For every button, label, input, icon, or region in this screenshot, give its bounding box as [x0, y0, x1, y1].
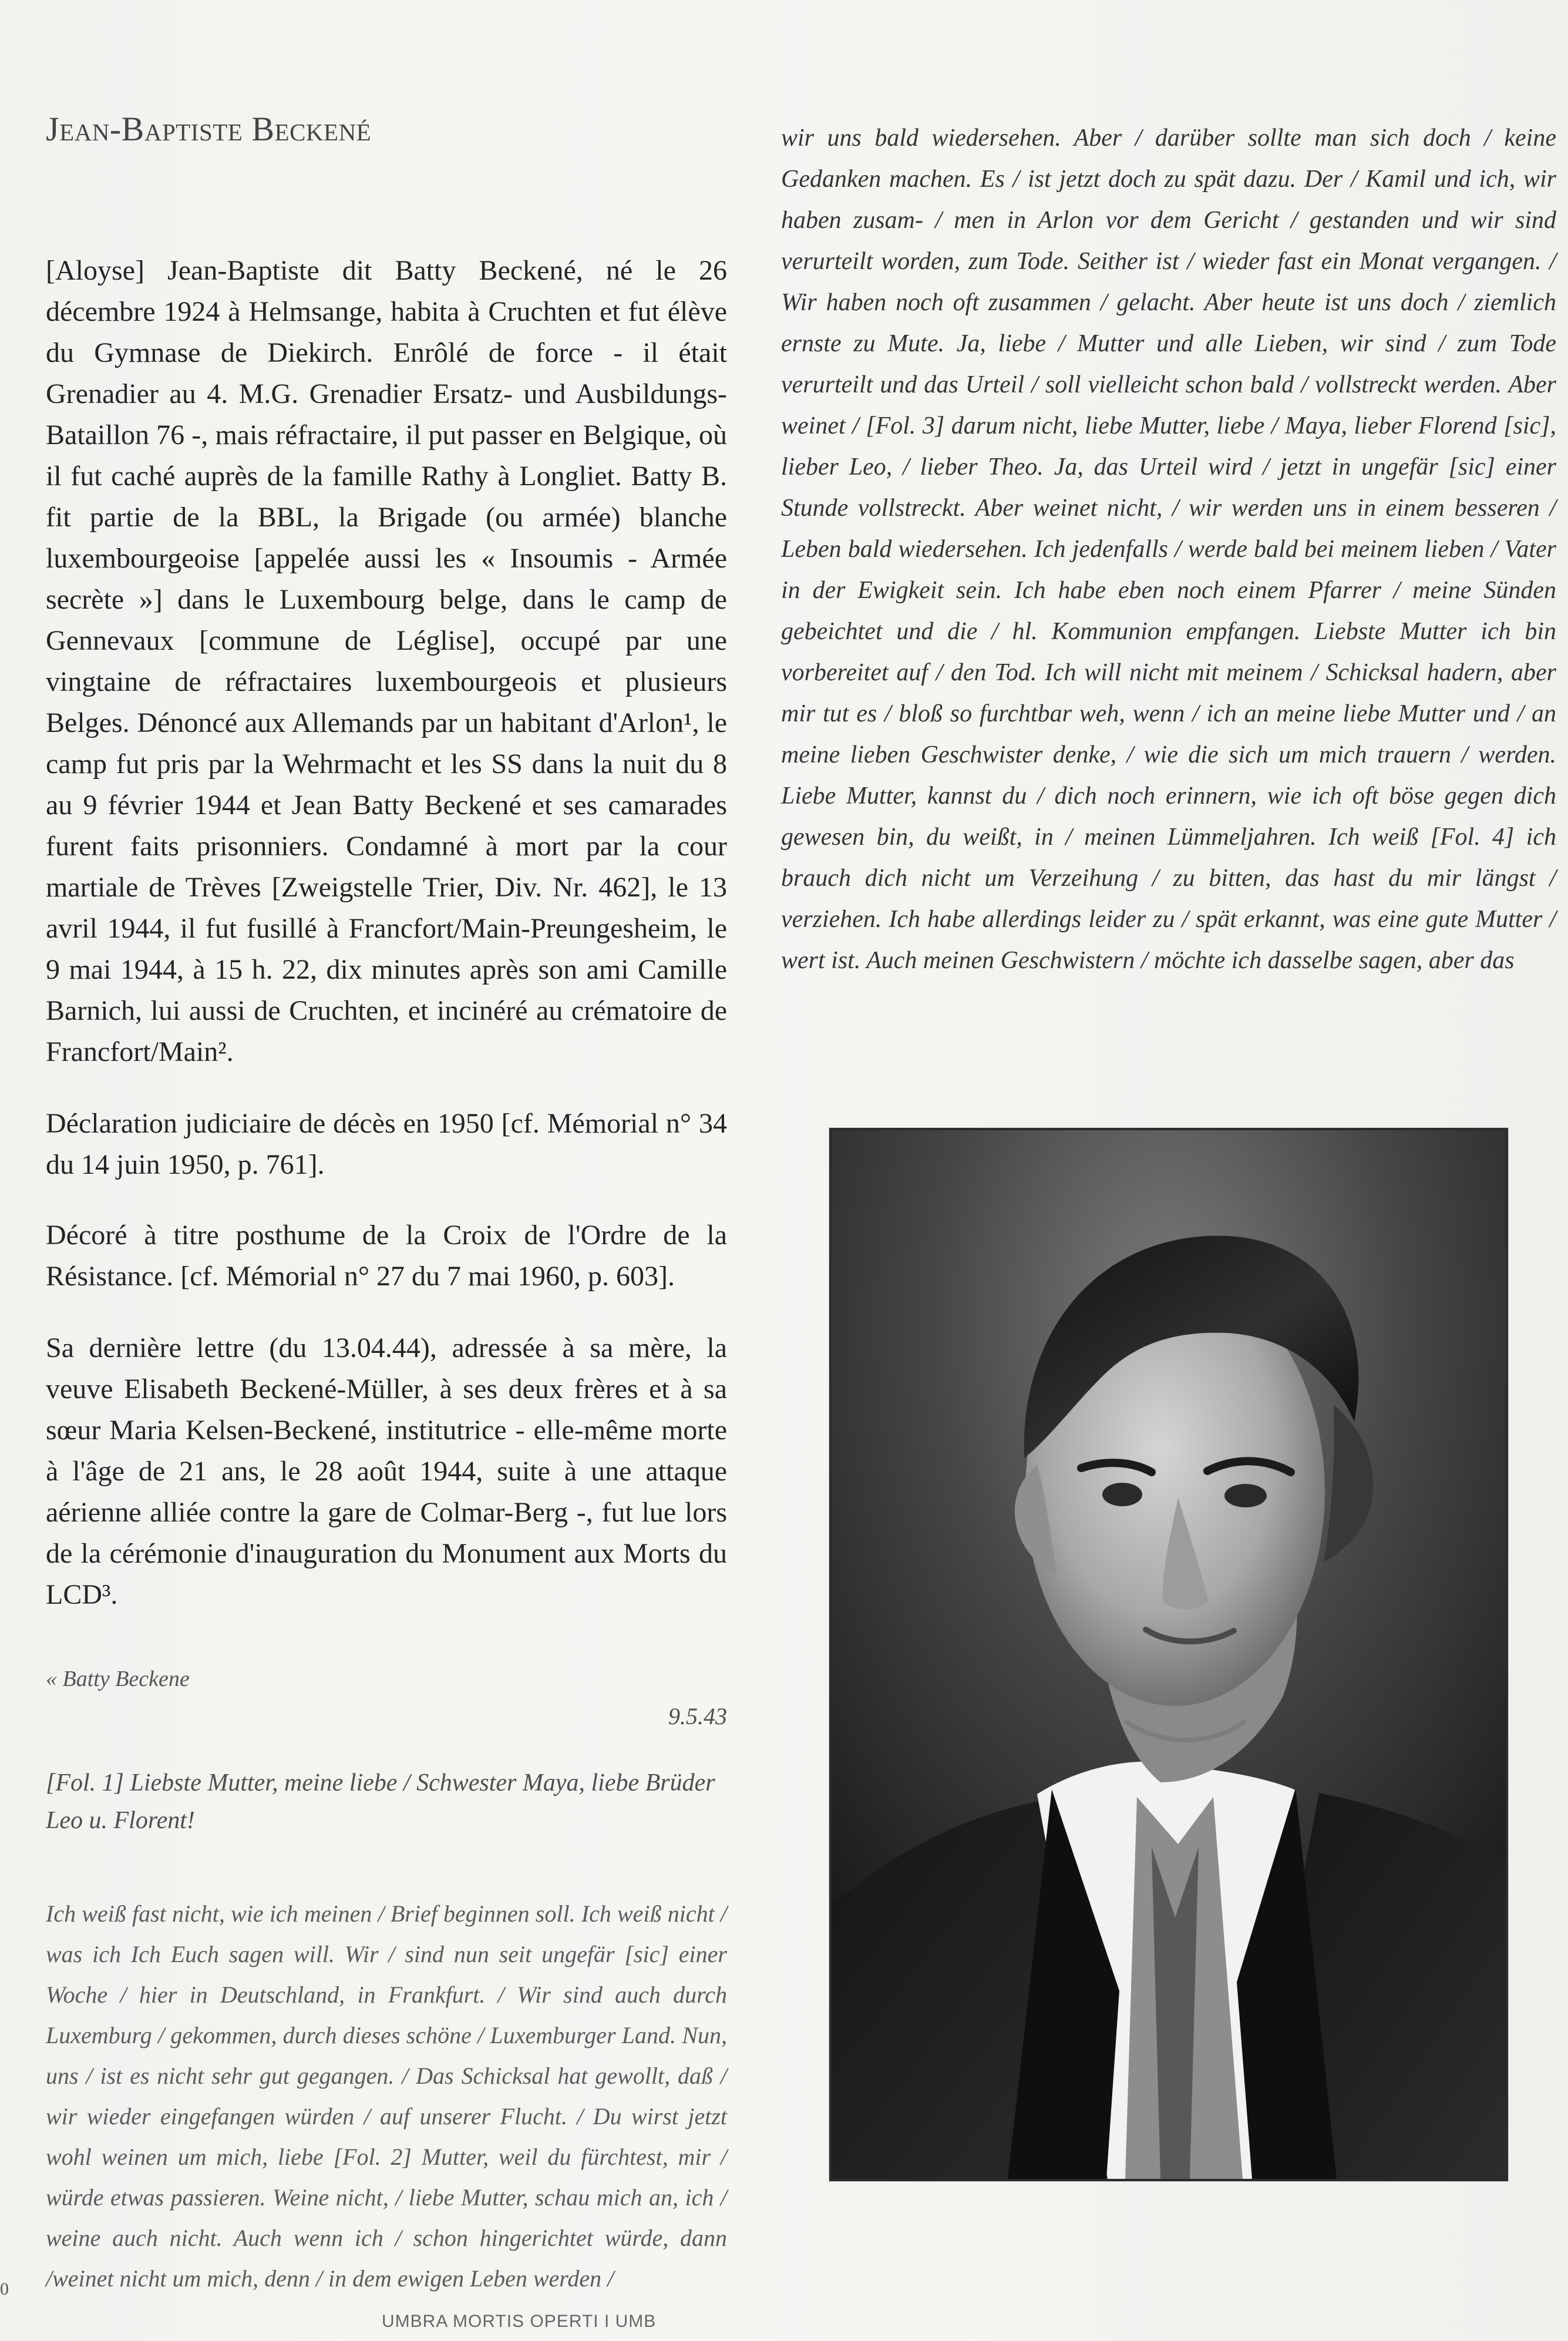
resistance-decoration-paragraph: Décoré à titre posthume de la Croix de l'Ordre de la Résistance. [cf. Mémorial n° 27 du 7 mai 1960, p. 603]. — [46, 1219, 727, 1292]
running-footer: UMBRA MORTIS OPERTI I UMB — [382, 2312, 657, 2331]
letter-greeting: [Fol. 1] Liebste Mutter, meine liebe / Schwester Maya, liebe Brüder Leo u. Florent! — [46, 1769, 715, 1834]
left-column — [46, 110, 727, 2292]
biography-paragraph: [Aloyse] Jean-Baptiste dit Batty Beckené, né le 26 décembre 1924 à Helmsange, habita à Cruchten et fut élève du Gymnase de Diekirch. Enrôlé de force - il était Grenadier au 4. M.G. Grenadier Ersatz- und Ausbildungs-Bataillon 76 -, mais réfractaire, il put passer en Belgique, où il fut caché auprès de la famille Rathy à Longliet. Batty B. fit partie de la BBL, la Brigade (ou armée) blanche luxembourgeoise [appelée aussi les « Insoumis - Armée secrète »] dans le Luxembourg belge, dans le camp de Gennevaux [commune de Léglise], occupé par une vingtaine de réfractaires luxembourgeois et plusieurs Belges. Dénoncé aux Allemands par un habitant d'Arlon¹, le camp fut pris par la Wehrmacht et les SS dans la nuit du 8 au 9 février 1944 et Jean Batty Beckené et ses camarades furent faits prisonniers. Condamné à mort par la cour martiale de Trèves [Zweigstelle Trier, Div. Nr. 462], le 13 avril 1944, il fut fusillé à Francfort/Main-Preungesheim, le 9 mai 1944, à 15 h. 22, dix minutes après son ami Camille Barnich, lui aussi de Cruchten, et incinéré au crématoire de Francfort/Main². — [46, 254, 727, 1067]
death-declaration-paragraph: Déclaration judiciaire de décès en 1950 [cf. Mémorial n° 34 du 14 juin 1950, p. 761]. — [46, 1107, 727, 1180]
page-title: Jean-Baptiste Beckené — [46, 110, 372, 148]
portrait-illustration — [832, 1130, 1506, 2179]
letter-left-text: Ich weiß fast nicht, wie ich meinen / Brief beginnen soll. Ich weiß nicht / was ich Ich Euch sagen will. Wir / sind nun seit ungefär [sic] einer Woche / hier in Deutschland, in Frankfurt. / Wir sind auch durch Luxemburg / gekommen, durch dieses schöne / Luxemburger Land. Nun, uns / ist es nicht sehr gut gegangen. / Das Schicksal hat gewollt, daß / wir wieder eingefangen würden / auf unserer Flucht. / Du wirst jetzt wohl weinen um mich, liebe [Fol. 2] Mutter, weil du fürchtest, mir / würde etwas passieren. Weine nicht, / liebe Mutter, schau mich an, ich / weine auch nicht. Auch wenn ich / schon hingerichtet würde, dann /weinet nicht um mich, denn / in dem ewigen Leben werden / — [46, 1900, 727, 2292]
page-number: 0 — [0, 2279, 9, 2299]
right-column — [781, 117, 1556, 1128]
signature-line: « Batty Beckene — [46, 1666, 190, 1691]
last-letter-paragraph: Sa dernière lettre (du 13.04.44), adressée à sa mère, la veuve Elisabeth Beckené-Müller, à ses deux frères et à sa sœur Maria Kelsen-Beckené, institutrice - elle-même morte à l'âge de 21 ans, le 28 août 1944, suite à une attaque aérienne alliée contre la gare de Colmar-Berg -, fut lue lors de la cérémonie d'inauguration du Monument aux Morts du LCD³. — [46, 1332, 727, 1610]
portrait-photo — [829, 1128, 1508, 2181]
section-spacer — [46, 1185, 727, 1215]
letter-right-text: wir uns bald wiedersehen. Aber / darüber sollte man sich doch / keine Gedanken machen. Es / ist jetzt doch zu spät dazu. Der / Kamil und ich, wir haben zusam- / men in Arlon vor dem Gericht / gestanden und wir sind verurteilt worden, zum Tode. Seither ist / wieder fast ein Monat vergangen. / Wir haben noch oft zusammen / gelacht. Aber heute ist uns doch / ziemlich ernste zu Mute. Ja, liebe / Mutter und alle Lieben, wir sind / zum Tode verurteilt und das Urteil / soll vielleicht schon bald / vollstreckt werden. Aber weinet / [Fol. 3] darum nicht, liebe Mutter, liebe / Maya, lieber Florend [sic], lieber Leo, / lieber Theo. Ja, das Urteil wird / jetzt in ungefär [sic] einer Stunde vollstreckt. Aber weinet nicht, / wir werden uns in einem besseren / Leben bald wiedersehen. Ich jedenfalls / werde bald bei meinem lieben / Vater in der Ewigkeit sein. Ich habe eben noch einem Pfarrer / meine Sünden gebeichtet und die / hl. Kommunion empfangen. Liebste Mutter ich bin vorbereitet auf / den Tod. Ich will nicht mit meinem / Schicksal hadern, aber mir tut es / bloß so furchtbar weh, wenn / ich an meine liebe Mutter und / an meine lieben Geschwister denke, / wie die sich um mich trauern / werden. Liebe Mutter, kannst du / dich noch erinnern, wie ich oft böse gegen dich gewesen bin, du weißt, in / meinen Lümmeljahren. Ich weiß [Fol. 4] ich brauch dich nicht um Verzeihung / zu bitten, das hast du mir längst / verziehen. Ich habe allerdings leider zu / spät erkannt, was eine gute Mutter / wert ist. Auch meinen Geschwistern / möchte ich dasselbe sagen, aber das — [781, 125, 1556, 974]
letter-date: 9.5.43 — [668, 1702, 727, 1729]
